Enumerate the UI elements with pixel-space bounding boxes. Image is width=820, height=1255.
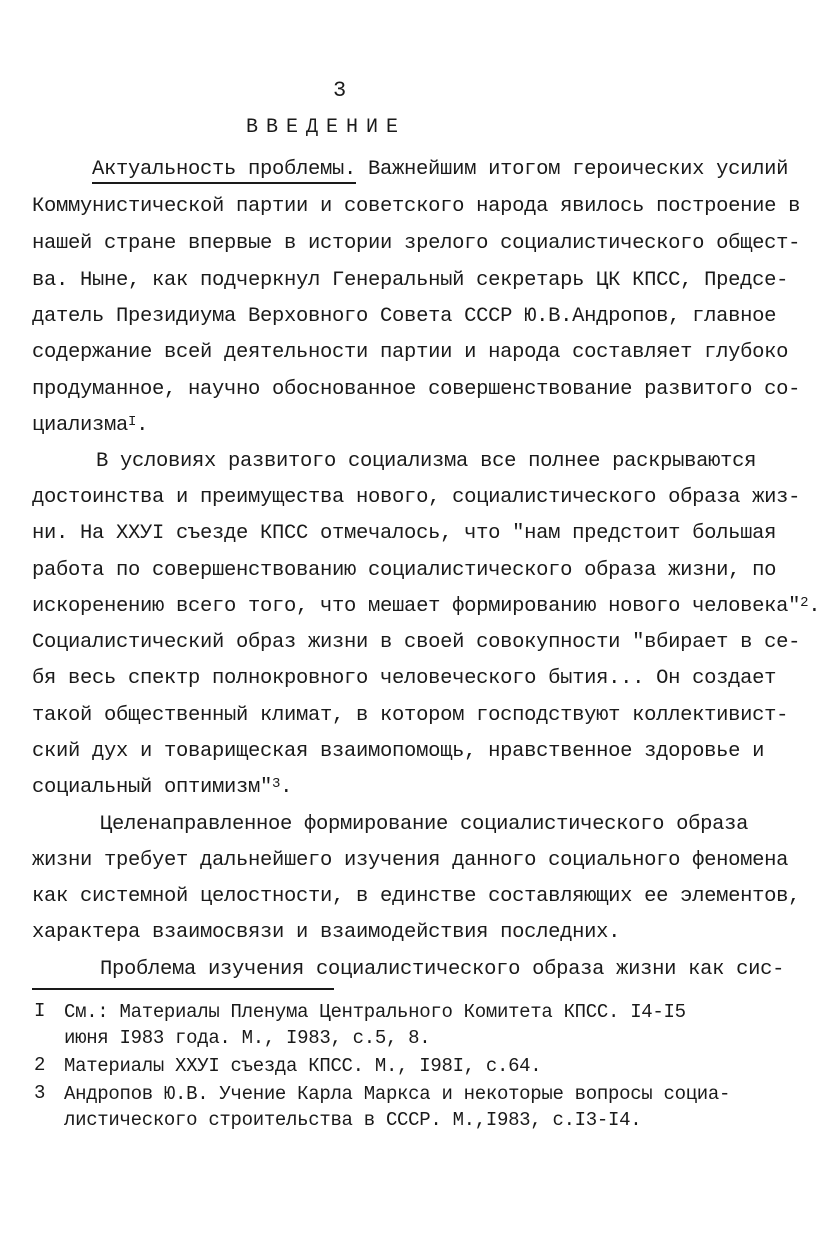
footnote-3-line-1: Андропов Ю.В. Учение Карла Маркса и некоторые вопросы социа- bbox=[64, 1083, 731, 1105]
footnote-3-number: 3 bbox=[34, 1082, 46, 1104]
paragraph-1-line-2: Коммунистической партии и советского народа явилось построение в bbox=[32, 195, 801, 218]
paragraph-2-line-1: В условиях развитого социализма все полнее раскрываются bbox=[96, 450, 757, 473]
paragraph-2-line-10: социальный оптимизм"$^3$. bbox=[32, 776, 293, 799]
footnote-2-line-1: Материалы XXУI съезда КПСС. М., I98I, с.64. bbox=[64, 1055, 542, 1077]
paragraph-2-line-9: ский дух и товарищеская взаимопомощь, нравственное здоровье и bbox=[32, 740, 765, 763]
footnote-ref-1: I bbox=[128, 414, 137, 430]
paragraph-3-line-4: характера взаимосвязи и взаимодействия последних. bbox=[32, 921, 621, 944]
paragraph-1-line-7: продуманное, научно обоснованное совершенствование развитого со- bbox=[32, 378, 801, 401]
paragraph-2-line-3: ни. На XXУI съезде КПСС отмечалось, что "нам предстоит большая bbox=[32, 522, 777, 545]
footnote-3-line-2: листического строительства в СССР. М.,I983, с.I3-I4. bbox=[64, 1109, 642, 1131]
paragraph-1-line-4: ва. Ныне, как подчеркнул Генеральный секретарь ЦК КПСС, Предсе- bbox=[32, 269, 789, 292]
page-number: 3 bbox=[333, 78, 347, 103]
footnote-2-number: 2 bbox=[34, 1054, 46, 1076]
paragraph-3-line-3: как системной целостности, в единстве составляющих ее элементов, bbox=[32, 885, 801, 908]
paragraph-1-line-8: циализма$^I$. bbox=[32, 414, 149, 437]
paragraph-1-line-5: датель Президиума Верховного Совета СССР Ю.В.Андропов, главное bbox=[32, 305, 777, 328]
footnote-separator bbox=[32, 988, 334, 990]
paragraph-2-line-2: достоинства и преимущества нового, социалистического образа жиз- bbox=[32, 486, 801, 509]
paragraph-1-line-6: содержание всей деятельности партии и народа составляет глубоко bbox=[32, 341, 789, 364]
paragraph-1-line-1: Актуальность проблемы. Важнейшим итогом героических усилий bbox=[92, 157, 788, 183]
topic-label: Актуальность проблемы. bbox=[92, 158, 356, 184]
paragraph-2-line-5: искоренению всего того, что мешает формированию нового человека"$^2$. bbox=[32, 595, 820, 618]
paragraph-1-line-3: нашей стране впервые в истории зрелого социалистического общест- bbox=[32, 232, 801, 255]
footnote-ref-3: 3 bbox=[272, 776, 281, 792]
footnote-ref-2: 2 bbox=[800, 595, 809, 611]
footnote-1-line-1: См.: Материалы Пленума Центрального Комитета КПСС. I4-I5 bbox=[64, 1001, 686, 1023]
paragraph-2-line-7: бя весь спектр полнокровного человеческого бытия... Он создает bbox=[32, 667, 777, 690]
footnote-1-line-2: июня I983 года. М., I983, с.5, 8. bbox=[64, 1027, 431, 1049]
section-heading: ВВЕДЕНИЕ bbox=[246, 116, 407, 139]
footnote-1-number: I bbox=[34, 1000, 46, 1022]
paragraph-2-line-8: такой общественный климат, в котором господствуют коллективист- bbox=[32, 704, 789, 727]
paragraph-2-line-6: Социалистический образ жизни в своей совокупности "вбирает в се- bbox=[32, 631, 801, 654]
paragraph-4-line-1: Проблема изучения социалистического образа жизни как сис- bbox=[100, 958, 785, 981]
paragraph-3-line-1: Целенаправленное формирование социалистического образа bbox=[100, 813, 749, 836]
paragraph-3-line-2: жизни требует дальнейшего изучения данного социального феномена bbox=[32, 849, 789, 872]
paragraph-2-line-4: работа по совершенствованию социалистического образа жизни, по bbox=[32, 559, 777, 582]
